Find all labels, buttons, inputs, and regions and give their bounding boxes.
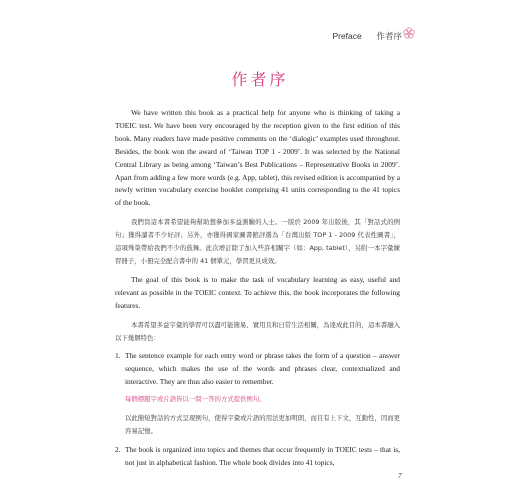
feature-highlight: 每個標題字或片語皆以一問一答的方式提供例句。 bbox=[125, 395, 266, 404]
feature-text: The sentence example for each entry word or phrase takes the form of a question – answer sequence, which makes the use of the words and phrases clear, contextualized and interactive. They are thus also easier to remember. bbox=[125, 351, 400, 387]
feature-item bbox=[115, 350, 400, 389]
page-number: 7 bbox=[398, 472, 402, 480]
feature-text: The book is organized into topics and themes that occur frequently in TOEIC tests – that is, not just in alphabetical fashion. The whole book divides into 41 topics, bbox=[125, 444, 400, 467]
feature-text-zh: 以此簡短對話的方式呈現例句，使得字彙或片語的用法更加明朗，而且有上下文，互動性，因而更容易記憶。 bbox=[125, 414, 400, 435]
running-header bbox=[332, 30, 402, 42]
feature-item bbox=[115, 444, 400, 470]
paragraph-2: The goal of this book is to make the task of vocabulary learning as easy, useful and relevant as possible in the TOEIC context. To achieve this, the book incorporates the following features. bbox=[115, 274, 400, 310]
paragraph-2-zh: 本書希望多益字彙的學習可以盡可能簡易、實用且和日常生活相關，為達成此目的，這本書融入以下幾個特色： bbox=[115, 320, 400, 342]
header-section-en: Preface bbox=[332, 31, 362, 41]
header-section-zh: 作者序 bbox=[376, 31, 402, 41]
preface-body bbox=[115, 107, 400, 474]
feature-number: 1. bbox=[115, 351, 121, 361]
flower-icon bbox=[402, 26, 416, 40]
page-title: 作者序 bbox=[231, 70, 289, 89]
feature-number: 2. bbox=[115, 444, 121, 454]
paragraph-1-zh: 我們寫這本書希望能夠幫助想參加多益測驗的人士。一版於 2009 年出版後，其「對話式的例句」獲得讀者不少好評；另外，亦獲得國家圖書館評選為「台灣出版 TOP 1 - 2009 代表性圖書」，這項殊榮帶給我們不少的鼓舞。此次增訂除了加入些許相關字（如：App, tablet），另附一本字彙練習冊子，小冊完全配合書中的 41 個單元，學習更具成效。 bbox=[115, 218, 400, 265]
paragraph-1: We have written this book as a practical help for anyone who is thinking of taking a TOEIC test. We have been very encouraged by the reception given to the first edition of this book. Many readers have made positive comments on the ‘dialogic’ examples used throughout. Besides, the book won the award of ‘Taiwan TOP 1 - 2009’. It was selected by the National Central Library as being among ‘Taiwan’s Best Publications – Representative Books in 2009’. Apart from adding a few more words (e.g. App, tablet), this revised edition is accompanied by a newly written vocabulary exercise booklet comprising 41 units corresponding to the 41 topics of the book. bbox=[115, 108, 400, 208]
